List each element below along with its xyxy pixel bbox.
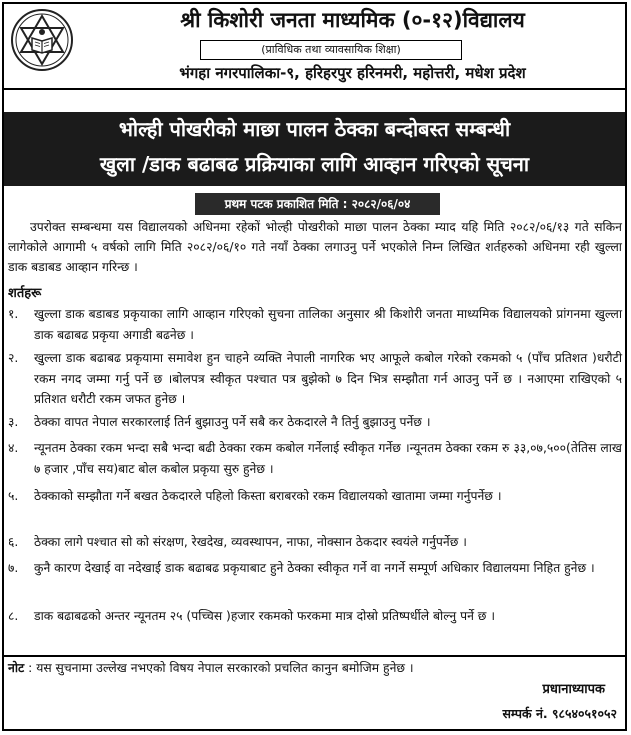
- conditions-heading: शर्तहरू: [8, 286, 42, 301]
- condition-number: १.: [8, 307, 19, 321]
- condition-text: कुनै कारण देखाई वा नदेखाई डाक बढाबढ प्रकृयाबाट हुने ठेक्का स्वीकृत गर्ने वा नगर्ने सम्पूर्ण अधिकार विद्यालयमा निहित हुनेछ ।: [34, 561, 595, 575]
- condition-item-5: [8, 486, 622, 507]
- condition-text: खुल्ला डाक बडाबड प्रकृयाका लागि आव्हान गरिएको सुचना तालिका अनुसार श्री किशोरी जनता माध्यमिक विद्यालयको प्रांगनमा खुल्ला डाक बढाबढ प्रकृया अगाडी बढनेछ ।: [34, 307, 622, 342]
- contact-number: सम्पर्क नं. ९८५४०५१०५२: [502, 706, 617, 721]
- header-divider: [4, 88, 625, 90]
- condition-text: न्यूनतम ठेक्का रकम भन्दा सबै भन्दा बढी ठेक्का रकम कबोल गर्नेलाई स्वीकृत गर्नेछ ।न्यूनतम ठेक्का रकम रु ३३,०७,५००(तेतिस लाख ७ हजार ,पाँच सय)बाट बोल कबोल प्रकृया सुरु हुनेछ ।: [34, 441, 622, 476]
- school-address: भंगहा नगरपालिका-९, हरिहरपुर हरिनमरी, महोत्तरी, मधेश प्रदेश: [179, 64, 526, 82]
- note-label: नोट: [8, 661, 25, 675]
- condition-text: खुल्ला डाक बढाबढ प्रकृयामा समावेश हुन चाहने व्यक्ति नेपाली नागरिक भए आफूले कबोल गरेको रकमको ५ (पाँच प्रतिशत )धरौटी रकम नगद जम्मा गर्नु पर्ने छ ।बोलपत्र स्वीकृत पश्चात पत्र बुझेको ७ दिन भित्र सम्झौता गर्न आउनु पर्ने छ । नआएमा राखिएको ५ प्रतिशत धरौटी रकम जफत हुनेछ ।: [34, 351, 623, 406]
- condition-number: ५.: [8, 489, 19, 503]
- notice-title-banner: [4, 112, 625, 186]
- condition-item-4: [8, 438, 622, 479]
- school-emblem-icon: [10, 8, 74, 72]
- condition-item-8: [8, 606, 622, 627]
- intro-paragraph: [8, 217, 622, 277]
- condition-item-3: [8, 412, 622, 433]
- publication-date: प्रथम पटक प्रकाशित मिति : २०८२/०६/०४: [195, 193, 440, 215]
- notice-title-line-2: खुला /डाक बढाबढ प्रक्रियाका लागि आव्हान गरिएको सूचना: [99, 152, 530, 176]
- condition-text: डाक बढाबढको अन्तर न्यूनतम २५ (पच्चिस )हजार रकमको फरकमा मात्र दोस्रो प्रतिष्पर्धीले बोल्नु पर्ने छ ।: [34, 609, 495, 623]
- signatory-title: प्रधानाध्यापक: [542, 682, 605, 697]
- notice-title-line-1: भोल्ही पोखरीको माछा पालन ठेक्का बन्दोबस्त सम्बन्धी: [118, 117, 511, 141]
- condition-number: ४.: [8, 441, 19, 455]
- condition-item-7: [8, 558, 622, 579]
- condition-text: ठेक्का लागे पश्चात सो को संरक्षण, रेखदेख, व्यवस्थापन, नाफा, नोक्सान ठेकदार स्वयंले गर्नुपर्नेछ ।: [34, 535, 467, 549]
- condition-item-6: [8, 532, 622, 553]
- intro-text: उपरोक्त सम्बन्धमा यस विद्यालयको अधिनमा रहेकों भोल्ही पोखरीको माछा पालन ठेक्का म्याद यहि मिति २०८२/०६/१३ गते सकिन लागेकोले आगामी ५ वर्षको लागि मिति २०८२/०६/१० गते नयाँ ठेक्का लगाउनु पर्ने भएकोले निम्न लिखित शर्तहरुको अधिनमा रही खुल्ला डाक बडाबड आव्हान गरिन्छ ।: [8, 220, 622, 274]
- condition-text: ठेक्काको सम्झौता गर्ने बखत ठेकदारले पहिलो किस्ता बराबरको रकम विद्यालयको खातामा जम्मा गर्नुपर्नेछ ।: [34, 489, 502, 503]
- note-divider: [4, 655, 625, 657]
- condition-item-1: [8, 304, 622, 345]
- condition-number: ३.: [8, 415, 19, 429]
- school-name: श्री किशोरी जनता माध्यमिक (०-१२)विद्यालय: [180, 8, 525, 32]
- condition-number: २.: [8, 351, 19, 365]
- school-tagline: (प्राविधिक तथा व्यावसायिक शिक्षा): [200, 40, 462, 60]
- condition-number: ८.: [8, 609, 19, 623]
- note: [8, 658, 622, 678]
- condition-text: ठेक्का वापत नेपाल सरकारलाई तिर्न बुझाउनु पर्ने सबै कर ठेकदारले नै तिर्नु बुझाउनु पर्नेछ ।: [34, 415, 431, 429]
- note-text: : यस सुचनामा उल्लेख नभएको विषय नेपाल सरकारको प्रचलित कानुन बमोजिम हुनेछ ।: [28, 661, 414, 675]
- condition-number: ७.: [8, 561, 19, 575]
- condition-number: ६.: [8, 535, 19, 549]
- condition-item-2: [8, 348, 622, 410]
